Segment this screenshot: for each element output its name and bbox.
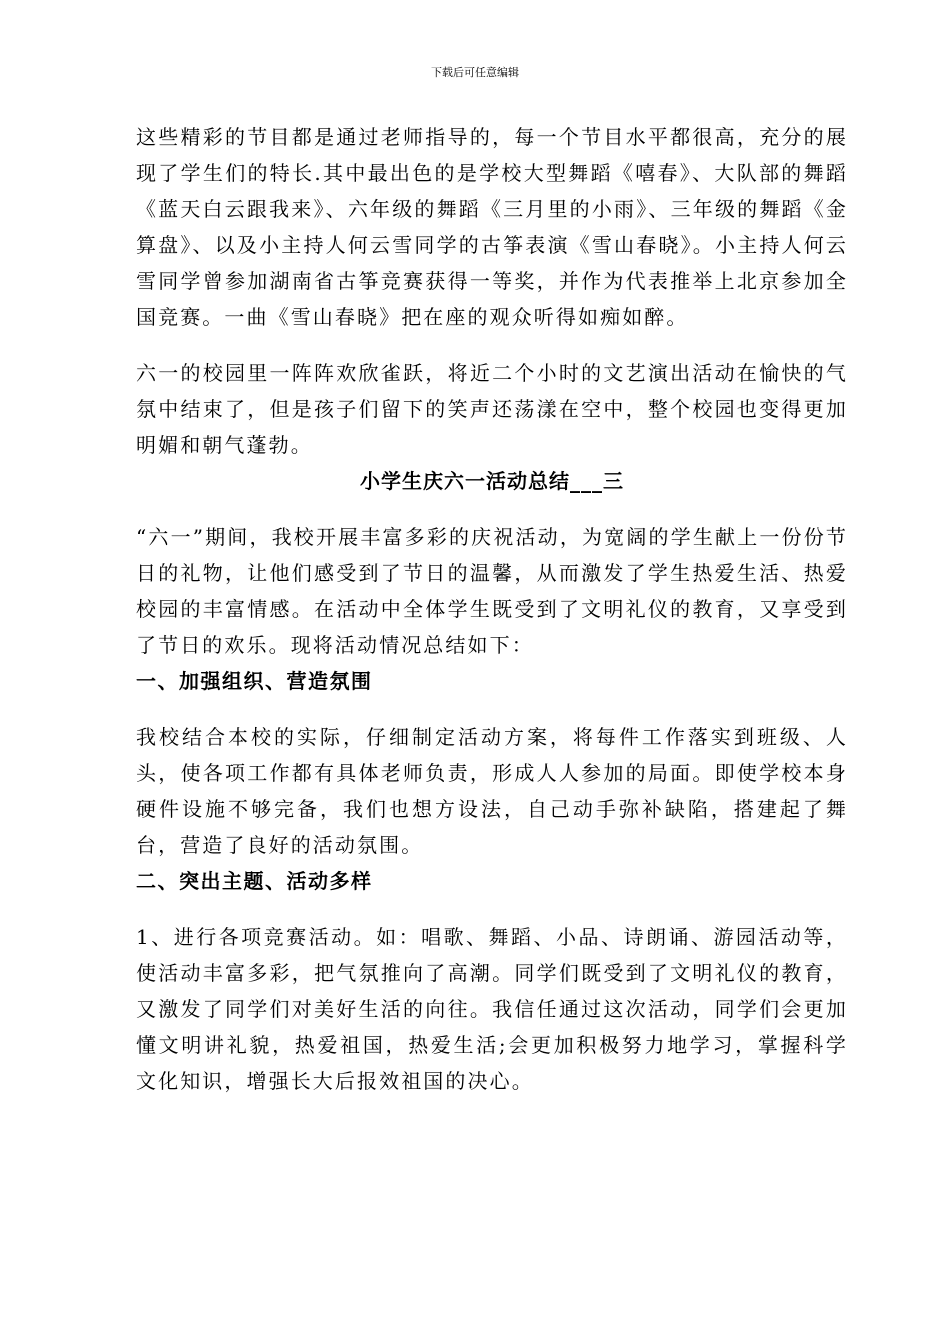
page-header: 下载后可任意编辑: [431, 66, 519, 79]
paragraph-competitions: 1、进行各项竞赛活动。如：唱歌、舞蹈、小品、诗朗诵、游园活动等，使活动丰富多彩，把气氛推向了高潮。同学们既受到了文明礼仪的教育，又激发了同学们对美好生活的向往。我信任通过这次活动，同学们会更加懂文明讲礼貌，热爱祖国，热爱生活;会更加积极努力地学习，掌握科学文化知识，增强长大后报效祖国的决心。: [136, 925, 848, 1093]
paragraph-campus-atmosphere: 六一的校园里一阵阵欢欣雀跃，将近二个小时的文艺演出活动在愉快的气氛中结束了，但是孩子们留下的笑声还荡漾在空中，整个校园也变得更加明媚和朝气蓬勃。: [136, 361, 848, 457]
heading-theme: 二、突出主题、活动多样: [136, 869, 373, 893]
section-title: 小学生庆六一活动总结___三: [360, 469, 624, 493]
paragraph-intro: “六一”期间，我校开展丰富多彩的庆祝活动，为宽阔的学生献上一份份节日的礼物，让他们感受到了节日的温馨，从而激发了学生热爱生活、热爱校园的丰富情感。在活动中全体学生既受到了文明礼仪的教育，又享受到了节日的欢乐。现将活动情况总结如下：: [136, 525, 848, 657]
paragraph-program-review: 这些精彩的节目都是通过老师指导的，每一个节目水平都很高，充分的展现了学生们的特长.其中最出色的是学校大型舞蹈《嘻春》、大队部的舞蹈《蓝天白云跟我来》、六年级的舞蹈《三月里的小雨》、三年级的舞蹈《金算盘》、以及小主持人何云雪同学的古筝表演《雪山春晓》。小主持人何云雪同学曾参加湖南省古筝竞赛获得一等奖，并作为代表推举上北京参加全国竞赛。一曲《雪山春晓》把在座的观众听得如痴如醉。: [136, 125, 848, 329]
heading-organization: 一、加强组织、营造氛围: [136, 669, 373, 693]
document-body: [136, 119, 848, 1099]
paragraph-organization: 我校结合本校的实际，仔细制定活动方案，将每件工作落实到班级、人头，使各项工作都有具体老师负责，形成人人参加的局面。即使学校本身硬件设施不够完备，我们也想方设法，自己动手弥补缺陷，搭建起了舞台，营造了良好的活动氛围。: [136, 725, 848, 857]
